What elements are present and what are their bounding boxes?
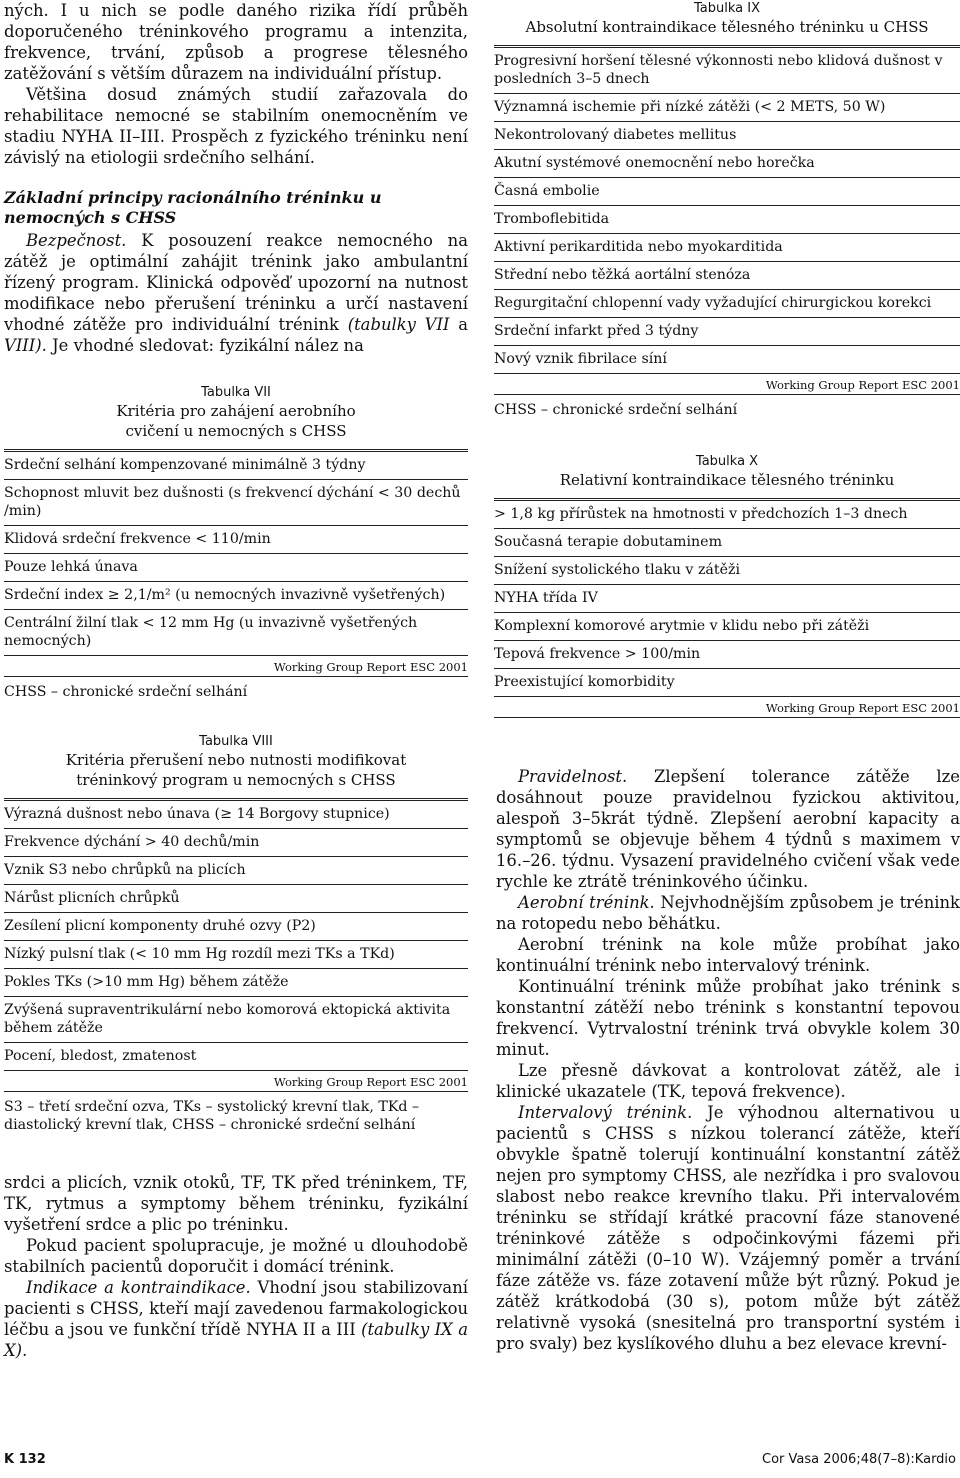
run-in-heading: Indikace a kontraindikace. [26, 1278, 251, 1297]
table-reference: (tabulky IX a X). [4, 1320, 468, 1360]
table-title: Kritéria přerušení nebo nutnosti modifikovat tréninkový program u nemocných s CHSS [65, 751, 407, 789]
table-row: Zvýšená supraventrikulární nebo komorová ektopická aktivita během zátěže [4, 997, 468, 1043]
paragraph-text: Je vhodné sledovat: fyzikální nález na [46, 336, 364, 355]
table-ix [494, 0, 960, 419]
table-row: Frekvence dýchání > 40 dechů/min [4, 829, 468, 857]
table-source: Working Group Report ESC 2001 [494, 697, 960, 718]
table-title: Absolutní kontraindikace tělesného tréninku u CHSS [525, 18, 929, 36]
table-title: Relativní kontraindikace tělesného tréninku [559, 471, 895, 489]
table-row: Aktivní perikarditida nebo myokarditida [494, 234, 960, 262]
table-row: Komplexní komorové arytmie v klidu nebo při zátěži [494, 613, 960, 641]
table-row: Snížení systolického tlaku v zátěži [494, 557, 960, 585]
paragraph [496, 766, 960, 892]
table-reference: VIII). [4, 336, 47, 355]
table-row: Pokles TKs (>10 mm Hg) během zátěže [4, 969, 468, 997]
table-row: Srdeční infarkt před 3 týdny [494, 318, 960, 346]
paragraph: Kontinuální trénink může probíhat jako trénink s konstantní zátěží nebo trénink s konstantní tepovou frekvencí. Vytrvalostní trénink trvá obvykle kolem 30 minut. [496, 977, 960, 1059]
paragraph [4, 230, 468, 356]
table-label: Tabulka VIII [199, 734, 273, 749]
paragraph [496, 892, 960, 934]
paragraph: Pokud pacient spolupracuje, je možné u dlouhodobě stabilních pacientů doporučit i domácí trénink. [4, 1236, 468, 1276]
table-row: Významná ischemie při nízké zátěži (< 2 METS, 50 W) [494, 94, 960, 122]
run-in-heading: Intervalový trénink. [518, 1103, 693, 1122]
run-in-heading: Pravidelnost. [518, 767, 628, 786]
table-source: Working Group Report ESC 2001 [4, 656, 468, 677]
table-x [494, 453, 960, 718]
journal-citation: Cor Vasa 2006;48(7–8):Kardio [762, 1452, 956, 1467]
table-viii [4, 733, 468, 1134]
run-in-heading: Bezpečnost. [26, 231, 127, 250]
left-column [4, 0, 468, 1361]
table-row: NYHA třída IV [494, 585, 960, 613]
table-row: Střední nebo těžká aortální stenóza [494, 262, 960, 290]
paragraph-text: Vhodní jsou stabilizovaní pacienti s CHSS, kteří mají zavedenou farmakologickou léčbu a jsou ve funkční třídě NYHA II a III [4, 1278, 468, 1339]
table-source: Working Group Report ESC 2001 [4, 1071, 468, 1092]
table-row: Srdeční index ≥ 2,1/m² (u nemocných invazivně vyšetřených) [4, 582, 468, 610]
page-number: K 132 [4, 1452, 46, 1467]
table-row: Pouze lehká únava [4, 554, 468, 582]
paragraph-text: Nejvhodnějším způsobem je trénink na rotopedu nebo běhátku. [496, 893, 960, 933]
table-label: Tabulka IX [694, 1, 760, 16]
table-row: Klidová srdeční frekvence < 110/min [4, 526, 468, 554]
right-body-text [494, 766, 960, 1354]
paragraph-text: Je výhodnou alternativou u pacientů s CHSS s nízkou tolerancí zátěže, kteří obvykle špatně tolerují kontinuální konstantní zátěž nejen pro symptomy CHSS, ale nezřídka i pro svalovou slabost nebo reakce krevního tlaku. Při intervalovém tréninku se střídají krátké pracovní fáze stanovené tréninkové zátěže s odpočinkovými fázemi při minimální zátěži (0–10 W). Vzájemný poměr a trvání fáze zátěže vs. fáze zotavení může být různý. Pokud je zátěž krátkodobá (30 s), potom může být zátěž relativně vysoká (snesitelná pro transportní systém i pro svaly) bez kyslíkového dluhu a bez elevace krevní- [496, 1103, 960, 1353]
paragraph: srdci a plicích, vznik otoků, TF, TK před tréninkem, TF, TK, rytmus a symptomy během tréninku, fyzikální vyšetření srdce a plic po tréninku. [4, 1173, 468, 1234]
table-title: Kritéria pro zahájení aerobního cvičení u nemocných s CHSS [116, 402, 356, 440]
paragraph [496, 1102, 960, 1354]
section-heading: Základní principy racionálního tréninku u nemocných s CHSS [4, 188, 382, 227]
table-row: Nový vznik fibrilace síní [494, 346, 960, 374]
table-row: Regurgitační chlopenní vady vyžadující chirurgickou korekci [494, 290, 960, 318]
table-row: Nízký pulsní tlak (< 10 mm Hg rozdíl mezi TKs a TKd) [4, 941, 468, 969]
table-row: > 1,8 kg přírůstek na hmotnosti v předchozích 1–3 dnech [494, 501, 960, 529]
run-in-heading: Aerobní trénink. [518, 893, 655, 912]
table-label: Tabulka VII [201, 385, 271, 400]
table-row: Srdeční selhání kompenzované minimálně 3 týdny [4, 452, 468, 480]
table-reference: (tabulky VII [347, 315, 450, 334]
table-footnote: CHSS – chronické srdeční selhání [4, 684, 248, 700]
table-source: Working Group Report ESC 2001 [494, 374, 960, 395]
table-row: Vznik S3 nebo chrůpků na plicích [4, 857, 468, 885]
paragraph-text: Zlepšení tolerance zátěže lze dosáhnout pouze pravidelnou fyzickou aktivitou, alespoň 3–5krát týdně. Zlepšení aerobní kapacity a symptomů se objevuje během 4 týdnů s maximem v 16.–26. týdnu. Vysazení pravidelného cvičení však vede rychle ke ztrátě tréninkového účinku. [496, 767, 960, 891]
paragraph-text: a [449, 315, 469, 334]
table-row: Nekontrolovaný diabetes mellitus [494, 122, 960, 150]
table-label: Tabulka X [695, 454, 759, 469]
paragraph: ných. I u nich se podle daného rizika řídí průběh doporučeného tréninkového programu a intenzita, frekvence, trvání, způsob a progrese tělesného zatěžování s větším důrazem na individuální přístup. [4, 1, 468, 83]
table-row: Zesílení plicní komponenty druhé ozvy (P2) [4, 913, 468, 941]
table-row: Preexistující komorbidity [494, 669, 960, 697]
paragraph [4, 1277, 468, 1361]
table-row: Tromboflebitida [494, 206, 960, 234]
table-row: Nárůst plicních chrůpků [4, 885, 468, 913]
paragraph: Většina dosud známých studií zařazovala do rehabilitace nemocné se stabilním onemocněním ve stadiu NYHA II–III. Prospěch z fyzického tréninku není závislý na etiologii srdečního selhání. [4, 85, 468, 167]
table-row: Schopnost mluvit bez dušnosti (s frekvencí dýchání < 30 dechů /min) [4, 480, 468, 526]
table-row: Výrazná dušnost nebo únava (≥ 14 Borgovy stupnice) [4, 801, 468, 829]
table-vii [4, 384, 468, 701]
paragraph: Aerobní trénink na kole může probíhat jako kontinuální trénink nebo intervalový trénink. [496, 935, 960, 975]
table-row: Progresivní horšení tělesné výkonnosti nebo klidová dušnost v posledních 3–5 dnech [494, 48, 960, 94]
table-row: Centrální žilní tlak < 12 mm Hg (u invazivně vyšetřených nemocných) [4, 610, 468, 656]
table-footnote: CHSS – chronické srdeční selhání [494, 402, 738, 418]
table-row: Současná terapie dobutaminem [494, 529, 960, 557]
table-row: Časná embolie [494, 178, 960, 206]
table-footnote: S3 – třetí srdeční ozva, TKs – systolický krevní tlak, TKd – diastolický krevní tlak, CHSS – chronické srdeční selhání [4, 1099, 420, 1133]
paragraph: Lze přesně dávkovat a kontrolovat zátěž, ale i klinické ukazatele (TK, tepová frekvence). [496, 1061, 960, 1101]
table-row: Tepová frekvence > 100/min [494, 641, 960, 669]
table-row: Pocení, bledost, zmatenost [4, 1043, 468, 1071]
paragraph-text: K posouzení reakce nemocného na zátěž je optimální zahájit trénink jako ambulantní řízený program. Klinická odpověď upozorní na nutnost modifikace nebo přerušení tréninku a určí nastavení vhodné zátěže pro individuální trénink [4, 231, 468, 334]
table-row: Akutní systémové onemocnění nebo horečka [494, 150, 960, 178]
right-column [494, 0, 960, 1354]
